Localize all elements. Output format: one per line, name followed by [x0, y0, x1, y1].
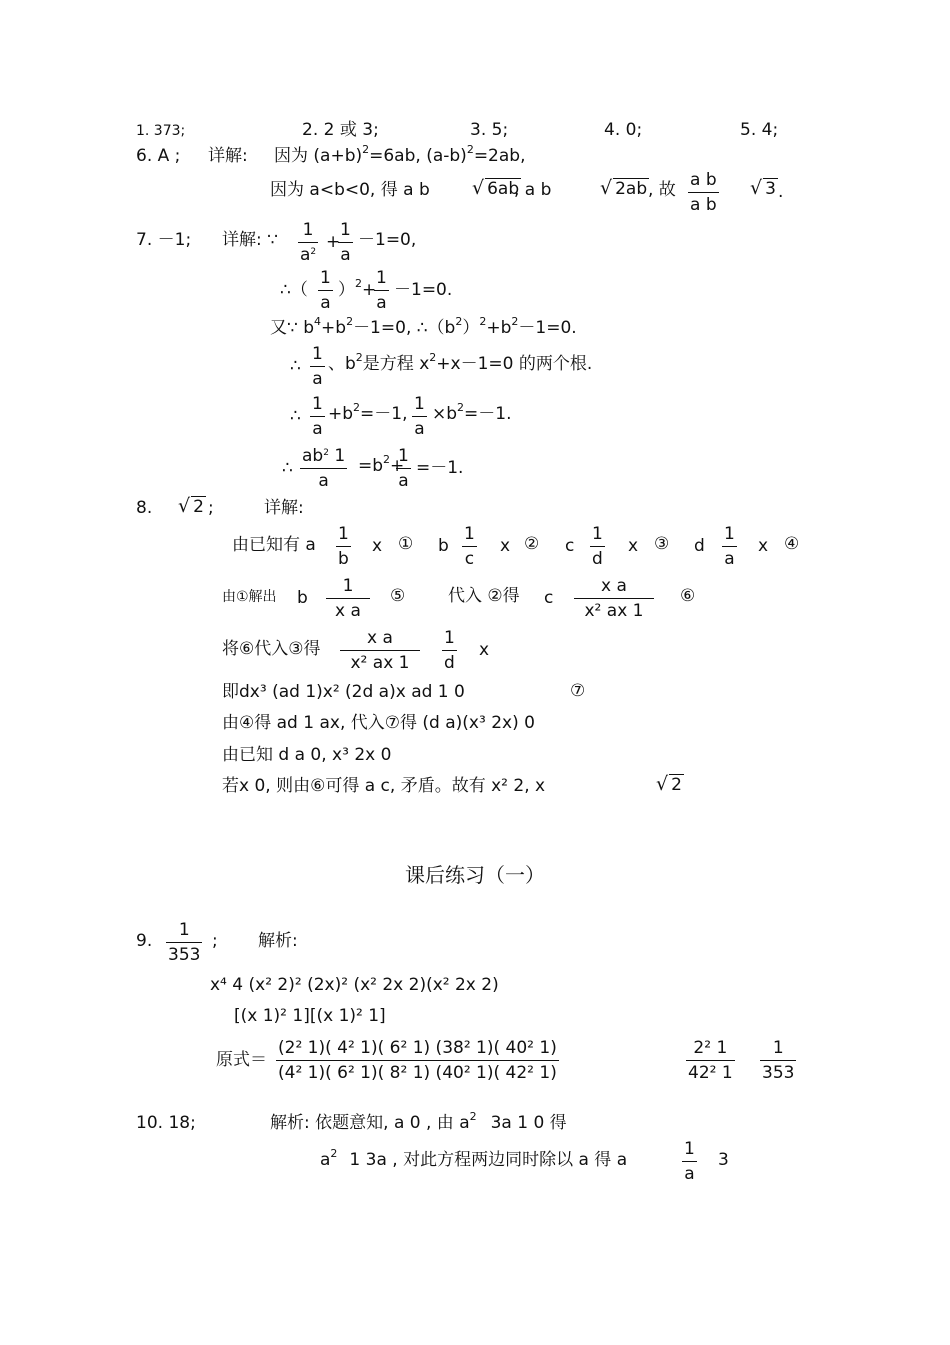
q10-number: 10. 18;	[136, 1113, 196, 1133]
q8-c2: ②	[524, 534, 540, 554]
sqrt-2ab: √ 2ab	[600, 177, 648, 199]
q8-l4: 即dx³ (ad 1)x² (2d a)x ad 1 0	[222, 682, 465, 702]
q7-s2b: ）$^2$+	[338, 277, 377, 300]
q8-frac-6: $\frac{\text{x a}}{\text{x² ax 1}}$	[574, 578, 654, 620]
q7-s5d: $\times b^2=-1$.	[432, 401, 512, 424]
q6-line2a: 因为 a<b<0, 得 a b	[270, 180, 430, 200]
q7-s4b: 、$b^2$是方程 $x^2+x-1=0$ 的两个根.	[328, 351, 593, 374]
q7-s6a: ∴	[282, 458, 293, 478]
q8-x4: x	[758, 536, 769, 556]
q9-l1: x⁴ 4 (x² 2)² (2x)² (x² 2x 2)(x² 2x 2)	[210, 975, 499, 995]
q8-frac-1c: $\frac{1}{c}$	[464, 524, 475, 569]
q8-l3a: 将⑥代入③得	[222, 639, 321, 659]
q8-frac-8: $\frac{1}{d}$	[444, 628, 455, 673]
q8-c1: ①	[398, 534, 414, 554]
answer-2: 2. 2 或 3;	[302, 120, 379, 140]
q8-label: 详解:	[264, 498, 304, 518]
q10-frac: $\frac{1}{a}$	[684, 1139, 695, 1184]
q8-c5: ⑤	[390, 586, 406, 606]
q6-end: .	[778, 182, 784, 202]
q7-s2a: ∴（	[280, 280, 308, 300]
q10-l2: $a^2$ 1 3a , 对此方程两边同时除以 a 得 a	[320, 1147, 628, 1170]
q7-s5a: ∴	[290, 406, 301, 426]
q7-frac-1-a: $\frac{1}{a}$	[340, 220, 351, 265]
q9-l2: [(x 1)² 1][(x 1)² 1]	[234, 1006, 386, 1026]
q8-semi: ;	[208, 498, 214, 518]
q8-b: b	[438, 536, 449, 556]
q8-l6: 由已知 d a 0, x³ 2x 0	[222, 745, 392, 765]
q7-plus: +	[326, 232, 341, 252]
q7-s6-frac: $\frac{ab^2 1}{a}$	[302, 446, 346, 491]
q7-s6-frac2: $\frac{1}{a}$	[398, 446, 409, 491]
q7-s4a: ∴	[290, 356, 301, 376]
answer-5: 5. 4;	[740, 120, 779, 140]
q7-s2d: －1=0.	[394, 280, 453, 300]
answer-1: 1. 373;	[136, 123, 186, 139]
q7-s3: 又∵ $b^4+b^2-1=0$, $\therefore(b^2)^2+b^2-1=0$.	[270, 315, 577, 338]
q7-s5-frac: $\frac{1}{a}$	[312, 394, 323, 439]
q6-line2c: , 故	[648, 180, 676, 200]
q8-l2b: b	[297, 588, 308, 608]
q9-semi: ;	[212, 931, 218, 951]
sqrt-2-end: √ 2	[656, 773, 682, 795]
q9-answer-frac: $\frac{1}{353}$	[168, 920, 201, 965]
q6-number: 6. A ;	[136, 146, 181, 166]
q8-l2a: 由①解出	[222, 589, 277, 605]
answer-4: 4. 0;	[604, 120, 643, 140]
sqrt-3: √ 3	[750, 177, 776, 199]
q8-x1: x	[372, 536, 383, 556]
q7-s6b: $=b^2+$	[358, 453, 405, 476]
q8-c: c	[565, 536, 575, 556]
q6-label: 详解:	[208, 146, 248, 166]
sqrt-2: √ 2	[178, 495, 204, 517]
q10-l1: 解析: 依题意知, a 0 , 由 $a^2$ 3a 1 0 得	[270, 1110, 567, 1133]
q8-l5: 由④得 ad 1 ax, 代入⑦得 (d a)(x³ 2x) 0	[222, 713, 535, 733]
q9-big-frac: (2² 1)( 4² 1)( 6² 1) (38² 1)( 40² 1) (4² 1)( 6² 1)( 8² 1) (40² 1)( 42² 1)	[278, 1038, 557, 1083]
q8-c4: ④	[784, 534, 800, 554]
q8-frac-1a: $\frac{1}{a}$	[724, 524, 735, 569]
q8-d: d	[694, 536, 705, 556]
q7-eq1: －1=0,	[358, 230, 417, 250]
sqrt-6ab: √ 6ab	[472, 177, 520, 199]
q10-l2c: 3	[718, 1150, 729, 1170]
q8-x3: x	[628, 536, 639, 556]
q7-s6d: =－1.	[416, 458, 464, 478]
q9-number: 9.	[136, 931, 153, 951]
q6-fraction: $\frac{\text{a b}}{\text{a b}}$	[690, 170, 717, 215]
q9-label: 解析:	[258, 931, 298, 951]
q8-l7: 若x 0, 则由⑥可得 a c, 矛盾。故有 x² 2, x	[222, 776, 546, 796]
q7-frac-1-a2: $\frac{1}{a^2}$	[300, 220, 317, 265]
q7-s2-frac2: $\frac{1}{a}$	[376, 268, 387, 313]
q8-frac-1b: $\frac{1}{b}$	[338, 524, 349, 569]
q7-s5b: $+b^2=-1$,	[328, 401, 408, 424]
q8-c3: ③	[654, 534, 670, 554]
q8-l2d: c	[544, 588, 554, 608]
q8-c6: ⑥	[680, 586, 696, 606]
q6-line1: 因为 $(a+b)^2=6ab$, $(a-b)^2=2ab$,	[274, 143, 526, 166]
q9-frac3: $\frac{1}{353}$	[762, 1038, 795, 1083]
q9-l3a: 原式＝	[216, 1050, 267, 1070]
q7-s2-frac: $\frac{1}{a}$	[320, 268, 331, 313]
q8-l2c: 代入 ②得	[448, 586, 520, 606]
q8-c7: ⑦	[570, 681, 586, 701]
answer-3: 3. 5;	[470, 120, 509, 140]
q8-x2: x	[500, 536, 511, 556]
q8-frac-1d: $\frac{1}{d}$	[592, 524, 603, 569]
q9-frac2: $\frac{\text{2² 1}}{\text{42² 1}}$	[688, 1038, 733, 1083]
q8-frac-5: $\frac{1}{\text{x a}}$	[326, 578, 370, 620]
q8-l3x: x	[479, 640, 490, 660]
q7-s5-frac2: $\frac{1}{a}$	[414, 394, 425, 439]
q6-line2b: , a b	[514, 180, 552, 200]
q7-s4-frac: $\frac{1}{a}$	[312, 344, 323, 389]
section-title: 课后练习（一）	[405, 863, 545, 887]
q8-number: 8.	[136, 498, 153, 518]
q8-frac-7: $\frac{\text{x a}}{\text{x² ax 1}}$	[340, 630, 420, 672]
q8-l1a: 由已知有 a	[232, 535, 316, 555]
q7-number: 7. －1;	[136, 230, 192, 250]
q7-label: 详解: ∵	[222, 230, 278, 250]
